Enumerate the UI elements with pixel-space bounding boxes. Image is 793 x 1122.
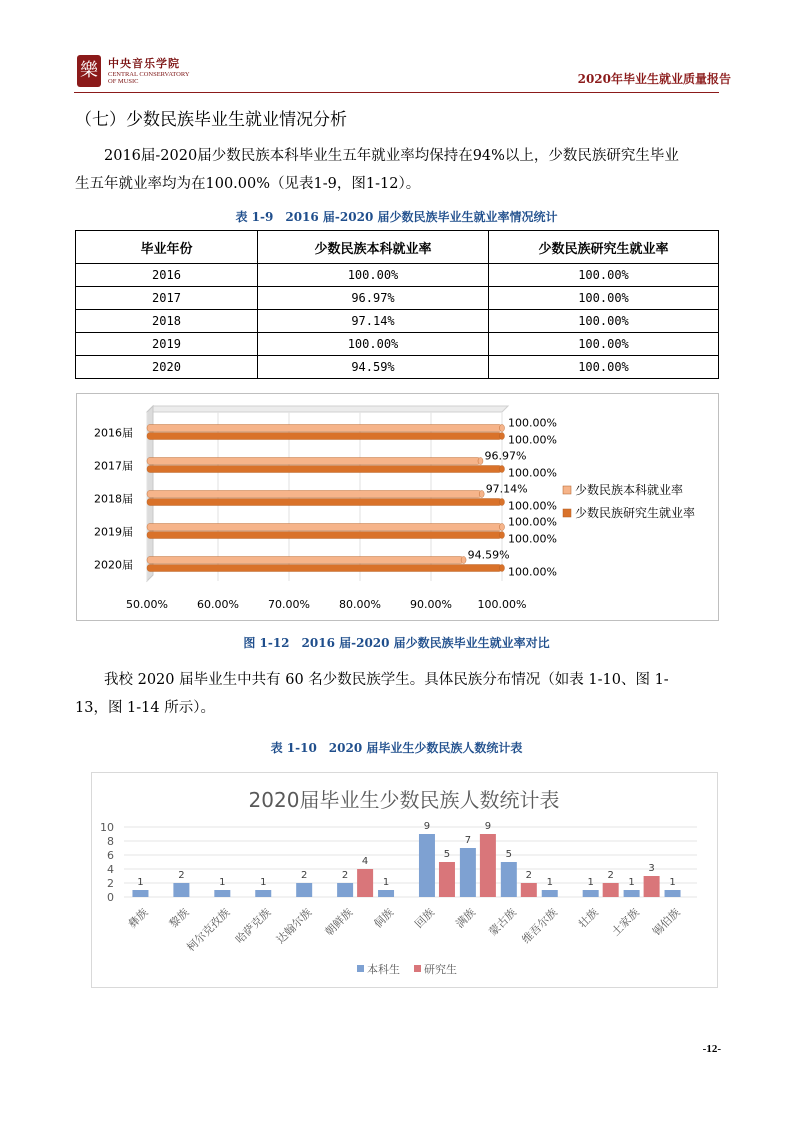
- data-label: 1: [587, 877, 594, 888]
- table-row: [76, 356, 719, 379]
- data-label: 9: [423, 821, 431, 832]
- x-category-label: 侗族: [371, 905, 397, 931]
- paragraph-2-line2: 13，图 1-14 所示）。: [75, 700, 215, 716]
- y-category-label: 2016届: [94, 426, 133, 440]
- bar: [624, 890, 640, 897]
- x-category-label: 锡伯族: [650, 905, 683, 939]
- chart-title: 2020届毕业生少数民族人数统计表: [248, 788, 560, 812]
- bar: [665, 890, 681, 897]
- y-category-label: 2019届: [94, 525, 133, 539]
- data-label: 100.00%: [508, 416, 557, 430]
- x-tick-label: 100.00%: [477, 598, 527, 611]
- bar-end-cap: [500, 466, 505, 473]
- table-cell: 100.00%: [489, 333, 719, 356]
- table-cell: 94.59%: [258, 356, 489, 379]
- data-label: 1: [219, 877, 226, 888]
- bar-end-cap: [500, 499, 505, 506]
- data-label: 1: [137, 877, 144, 888]
- bar: [501, 862, 517, 897]
- bar: [255, 890, 271, 897]
- bar-end-cap: [500, 433, 505, 440]
- x-category-label: 土家族: [609, 905, 642, 939]
- data-label: 96.97%: [484, 449, 527, 463]
- paragraph-1-line1: 2016届-2020届少数民族本科毕业生五年就业率均保持在94%以上，少数民族研究生毕业: [104, 148, 679, 164]
- bar: [583, 890, 599, 897]
- bar: [296, 883, 312, 897]
- data-label: 100.00%: [508, 433, 557, 447]
- data-label: 2: [178, 870, 185, 881]
- school-name-en-line2: OF MUSIC: [108, 78, 139, 85]
- table-cell: 2016: [76, 264, 258, 287]
- col-header-grad: 少数民族研究生就业率: [489, 231, 719, 264]
- bar: [147, 557, 464, 564]
- col-header-year: 毕业年份: [76, 231, 258, 264]
- legend-label: 研究生: [424, 963, 457, 976]
- data-label: 100.00%: [508, 515, 557, 529]
- x-tick-label: 80.00%: [339, 598, 381, 611]
- bar-end-cap: [500, 425, 505, 432]
- bar: [480, 834, 496, 897]
- bar: [147, 433, 502, 440]
- legend-swatch: [414, 965, 421, 972]
- table-1-10-caption: 表 1-10 2020 届毕业生少数民族人数统计表: [270, 741, 523, 755]
- bar: [147, 458, 480, 465]
- x-category-label: 朝鲜族: [322, 905, 356, 939]
- y-tick-label: 8: [107, 835, 114, 848]
- employment-rate-chart: [76, 393, 719, 621]
- paragraph-1: [75, 142, 720, 198]
- data-label: 100.00%: [508, 532, 557, 546]
- bar-end-cap: [478, 458, 483, 465]
- x-category-label: 黎族: [166, 905, 192, 931]
- data-label: 100.00%: [508, 466, 557, 480]
- table-cell: 100.00%: [489, 264, 719, 287]
- bar: [147, 499, 502, 506]
- data-label: 3: [648, 863, 655, 874]
- bar: [542, 890, 558, 897]
- data-label: 2: [525, 870, 533, 881]
- y-tick-label: 4: [107, 863, 114, 876]
- x-category-label: 达翰尔族: [273, 905, 315, 947]
- report-title: 2020年毕业生就业质量报告: [577, 72, 731, 86]
- table-cell: 97.14%: [258, 310, 489, 333]
- data-label: 1: [382, 877, 390, 888]
- bar: [644, 876, 660, 897]
- table-header-row: [76, 231, 719, 264]
- table-cell: 100.00%: [489, 310, 719, 333]
- ethnic-count-chart-svg: [92, 773, 717, 987]
- data-label: 1: [628, 877, 635, 888]
- legend-swatch: [357, 965, 364, 972]
- data-label: 1: [260, 877, 267, 888]
- table-row: [76, 310, 719, 333]
- bar-end-cap: [461, 557, 466, 564]
- data-label: 1: [546, 877, 553, 888]
- bar: [147, 491, 482, 498]
- chart-top-face: [147, 406, 508, 412]
- y-tick-label: 10: [100, 821, 114, 834]
- data-label: 5: [443, 849, 451, 860]
- bar-end-cap: [479, 491, 484, 498]
- bar: [147, 565, 502, 572]
- data-label: 9: [484, 821, 492, 832]
- legend-label: 少数民族研究生就业率: [575, 506, 696, 520]
- data-label: 2: [300, 870, 308, 881]
- y-category-label: 2018届: [94, 492, 133, 506]
- col-header-undergrad: 少数民族本科就业率: [258, 231, 489, 264]
- bar: [439, 862, 455, 897]
- table-cell: 2017: [76, 287, 258, 310]
- bar: [521, 883, 537, 897]
- data-label: 100.00%: [508, 565, 557, 579]
- school-logo: 樂: [77, 55, 101, 87]
- data-label: 2: [341, 870, 349, 881]
- bar: [147, 466, 502, 473]
- school-name-en: [108, 71, 190, 85]
- ethnic-count-chart: [91, 772, 718, 988]
- x-category-label: 回族: [412, 905, 438, 931]
- table-1-9-caption: 表 1-9 2016 届-2020 届少数民族毕业生就业率情况统计: [235, 210, 558, 224]
- school-name-cn: 中央音乐学院: [108, 57, 180, 70]
- table-cell: 96.97%: [258, 287, 489, 310]
- data-label: 94.59%: [467, 548, 510, 562]
- bar: [357, 869, 373, 897]
- x-category-label: 哈萨克族: [233, 905, 274, 947]
- bar-end-cap: [500, 565, 505, 572]
- data-label: 4: [361, 856, 369, 867]
- x-category-label: 蒙古族: [486, 905, 519, 939]
- table-cell: 2019: [76, 333, 258, 356]
- section-title: （七）少数民族毕业生就业情况分析: [75, 110, 347, 130]
- school-name-en-line1: CENTRAL CONSERVATORY: [108, 71, 190, 78]
- table-cell: 100.00%: [489, 287, 719, 310]
- y-tick-label: 0: [107, 891, 114, 904]
- x-category-label: 维吾尔族: [519, 905, 560, 947]
- x-category-label: 壮族: [576, 905, 601, 931]
- figure-1-12-caption: 图 1-12 2016 届-2020 届少数民族毕业生就业率对比: [243, 636, 550, 650]
- data-label: 2: [607, 870, 614, 881]
- table-cell: 100.00%: [489, 356, 719, 379]
- data-label: 7: [464, 835, 472, 846]
- table-cell: 100.00%: [258, 333, 489, 356]
- y-tick-label: 6: [107, 849, 114, 862]
- table-cell: 100.00%: [258, 264, 489, 287]
- data-label: 5: [505, 849, 513, 860]
- x-tick-label: 90.00%: [410, 598, 452, 611]
- x-category-label: 柯尔克孜族: [184, 905, 233, 955]
- data-label: 1: [669, 877, 676, 888]
- bar-end-cap: [500, 532, 505, 539]
- table-row: [76, 287, 719, 310]
- bar: [460, 848, 476, 897]
- legend-swatch: [563, 486, 571, 494]
- legend-swatch: [563, 509, 571, 517]
- employment-rate-table: [75, 230, 719, 379]
- employment-rate-chart-svg: [77, 394, 718, 620]
- data-label: 100.00%: [508, 499, 557, 513]
- x-tick-label: 70.00%: [268, 598, 310, 611]
- legend-label: 少数民族本科就业率: [575, 483, 684, 497]
- bar: [147, 524, 502, 531]
- x-category-label: 彝族: [125, 905, 151, 931]
- table-row: [76, 264, 719, 287]
- bar: [603, 883, 619, 897]
- paragraph-2-line1: 我校 2020 届毕业生中共有 60 名少数民族学生。具体民族分布情况（如表 1-10、图 1-: [104, 672, 669, 688]
- x-tick-label: 50.00%: [126, 598, 168, 611]
- paragraph-2: [75, 666, 720, 722]
- data-label: 97.14%: [485, 482, 528, 496]
- bar: [147, 425, 502, 432]
- x-category-label: 满族: [453, 905, 479, 931]
- y-category-label: 2020届: [94, 558, 133, 572]
- bar: [337, 883, 353, 897]
- y-tick-label: 2: [107, 877, 114, 890]
- bar: [419, 834, 435, 897]
- bar: [378, 890, 394, 897]
- bar: [173, 883, 189, 897]
- legend-label: 本科生: [367, 963, 400, 976]
- header-divider: [74, 92, 719, 93]
- page-number: -12-: [702, 1043, 721, 1055]
- y-category-label: 2017届: [94, 459, 133, 473]
- table-row: [76, 333, 719, 356]
- bar-end-cap: [500, 524, 505, 531]
- bar: [132, 890, 148, 897]
- bar: [147, 532, 502, 539]
- paragraph-1-line2: 生五年就业率均为在100.00%（见表1-9，图1-12）。: [75, 176, 421, 192]
- table-cell: 2020: [76, 356, 258, 379]
- x-tick-label: 60.00%: [197, 598, 239, 611]
- bar: [214, 890, 230, 897]
- table-cell: 2018: [76, 310, 258, 333]
